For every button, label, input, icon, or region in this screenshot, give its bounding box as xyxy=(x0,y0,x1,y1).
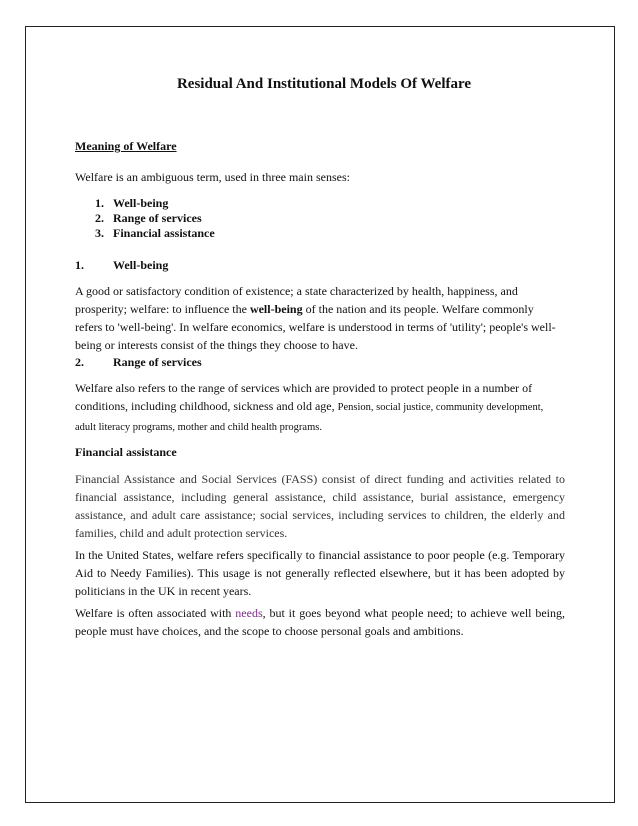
needs-link[interactable]: needs xyxy=(235,606,263,620)
paragraph-small-text: Pension, social justice, community development, adult literacy programs, mother and child health programs. xyxy=(75,402,544,433)
paragraph-text: of the nation and its people. Welfare commonly refers to 'well-being'. In welfare economics, welfare is understood in terms of 'utility'; people's well-being or interests consist of the things they choose to have. xyxy=(75,302,556,352)
list-number: 3. xyxy=(95,226,104,240)
section-heading-services xyxy=(75,355,202,370)
list-label: Range of services xyxy=(113,211,202,225)
list-label: Financial assistance xyxy=(113,226,215,240)
meaning-heading: Meaning of Welfare xyxy=(75,139,177,153)
paragraph-text: A good or satisfactory condition of existence; a state characterized by health, happiness, and prosperity; welfare: to influence the xyxy=(75,284,518,316)
list-item xyxy=(95,196,215,211)
list-number: 1. xyxy=(95,196,104,210)
section-title: Well-being xyxy=(113,258,169,272)
fass-paragraph: Financial Assistance and Social Services (FASS) consist of direct funding and activities related to financial assistance, including general assistance, child assistance, burial assistance, emergency assistance, and adult care assistance; social services, including services to children, the elderly and families, child and adult protection services. xyxy=(75,472,565,540)
list-label: Well-being xyxy=(113,196,169,210)
document-body xyxy=(75,76,566,638)
wellbeing-paragraph xyxy=(75,282,559,354)
section-number: 1. xyxy=(75,258,84,272)
needs-paragraph xyxy=(75,604,565,640)
list-item xyxy=(95,211,215,226)
us-welfare-paragraph: In the United States, welfare refers specifically to financial assistance to poor people (e.g. Temporary Aid to Needy Families). This usage is not generally reflected elsewhere, but it has been adopted by politicians in the UK in recent years. xyxy=(75,548,565,598)
paragraph-text: Welfare is often associated with xyxy=(75,606,232,620)
senses-list xyxy=(95,196,215,241)
intro-text: Welfare is an ambiguous term, used in three main senses: xyxy=(75,170,350,184)
paragraph-text: Welfare also refers to the range of services which are provided to protect people in a number of conditions, including childhood, sickness and old age, xyxy=(75,381,533,413)
section-heading-wellbeing xyxy=(75,258,168,273)
document-title: Residual And Institutional Models Of Welfare xyxy=(176,76,472,92)
list-number: 2. xyxy=(95,211,104,225)
section-title: Range of services xyxy=(113,355,202,369)
bold-term: well-being xyxy=(249,302,303,316)
section-number: 2. xyxy=(75,355,84,369)
section-heading-financial: Financial assistance xyxy=(75,445,177,459)
list-item xyxy=(95,226,215,241)
paragraph-text: , but it goes beyond what people need; to achieve well being, people must have choices, and the scope to choose personal goals and ambitions. xyxy=(75,606,566,638)
services-paragraph xyxy=(75,379,559,437)
